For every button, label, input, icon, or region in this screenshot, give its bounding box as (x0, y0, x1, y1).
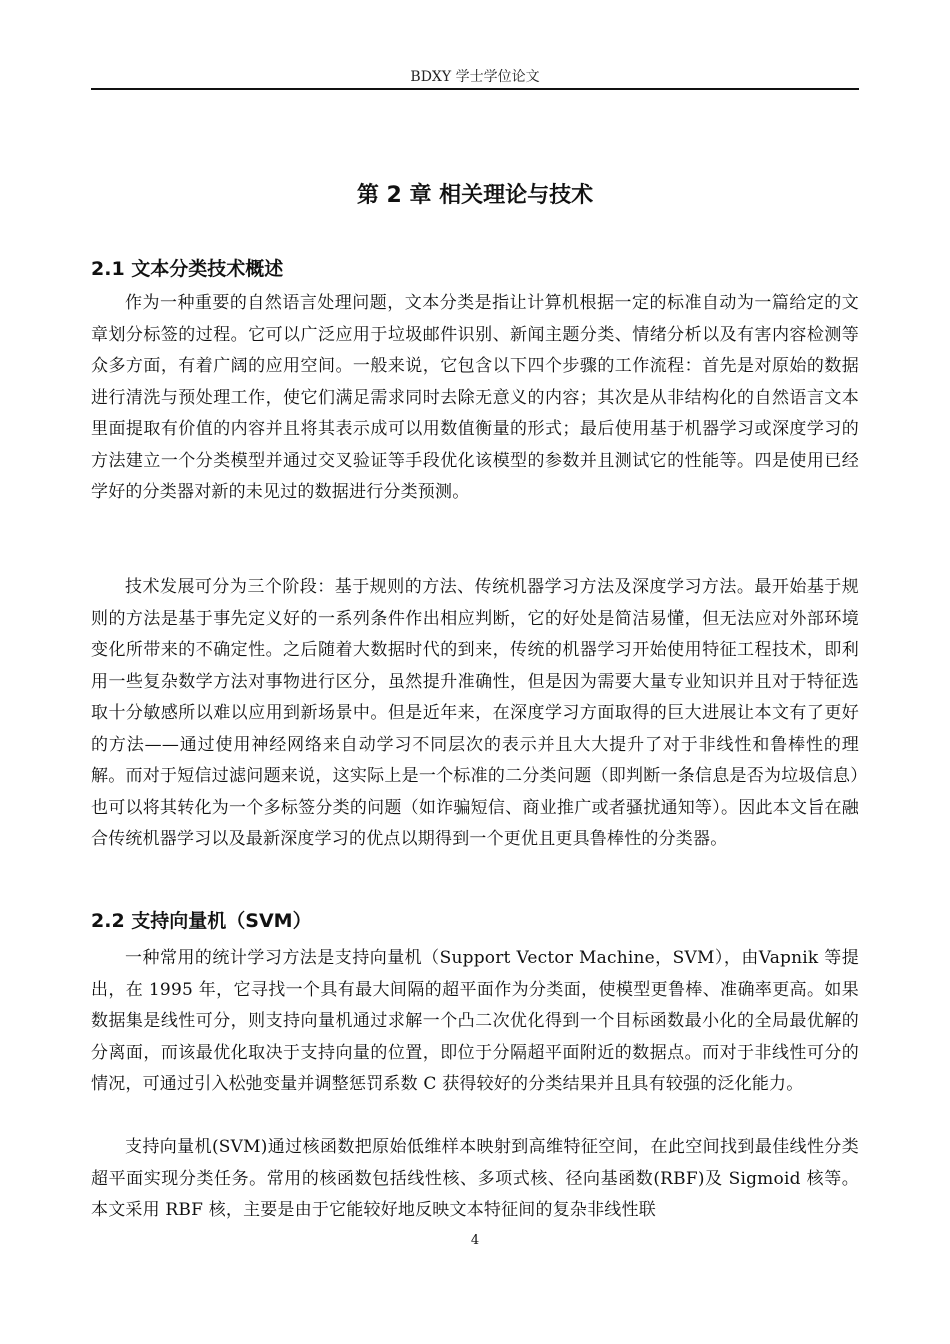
paragraph: 一种常用的统计学习方法是支持向量机（Support Vector Machine，SVM），由Vapnik 等提出，在 1995 年，它寻找一个具有最大间隔的超平面作为分类面，使模型更鲁棒、准确率更高。如果数据集是线性可分，则支持向量机通过求解一个凸二次优化得到一个目标函数最小化的全局最优解的分离面，而该最优化取决于支持向量的位置，即位于分隔超平面附近的数据点。而对于非线性可分的情况，可通过引入松弛变量并调整惩罚系数 C 获得较好的分类结果并且具有较强的泛化能力。 (91, 948, 859, 1094)
paragraph: 支持向量机(SVM)通过核函数把原始低维样本映射到高维特征空间，在此空间找到最佳线性分类超平面实现分类任务。常用的核函数包括线性核、多项式核、径向基函数(RBF)及 Sigmoid 核等。本文采用 RBF 核，主要是由于它能较好地反映文本特征间的复杂非线性联 (91, 1137, 859, 1220)
section-heading-2-1: 2.1 文本分类技术概述 (91, 258, 284, 280)
header-rule (91, 88, 859, 90)
running-header: BDXY 学士学位论文 (410, 69, 540, 85)
page-number: 4 (470, 1233, 480, 1248)
paragraph: 技术发展可分为三个阶段：基于规则的方法、传统机器学习方法及深度学习方法。最开始基于规则的方法是基于事先定义好的一系列条件作出相应判断，它的好处是简洁易懂，但无法应对外部环境变化所带来的不确定性。之后随着大数据时代的到来，传统的机器学习开始使用特征工程技术，即利用一些复杂数学方法对事物进行区分，虽然提升准确性，但是因为需要大量专业知识并且对于特征选取十分敏感所以难以应用到新场景中。但是近年来，在深度学习方面取得的巨大进展让本文有了更好的方法——通过使用神经网络来自动学习不同层次的表示并且大大提升了对于非线性和鲁棒性的理解。而对于短信过滤问题来说，这实际上是一个标准的二分类问题（即判断一条信息是否为垃圾信息）也可以将其转化为一个多标签分类的问题（如诈骗短信、商业推广或者骚扰通知等）。因此本文旨在融合传统机器学习以及最新深度学习的优点以期得到一个更优且更具鲁棒性的分类器。 (91, 577, 859, 849)
chapter-title: 第 2 章 相关理论与技术 (356, 183, 594, 208)
section-heading-2-2: 2.2 支持向量机（SVM） (91, 910, 312, 932)
paragraph: 作为一种重要的自然语言处理问题，文本分类是指让计算机根据一定的标准自动为一篇给定的文章划分标签的过程。它可以广泛应用于垃圾邮件识别、新闻主题分类、情绪分析以及有害内容检测等众多方面，有着广阔的应用空间。一般来说，它包含以下四个步骤的工作流程：首先是对原始的数据进行清洗与预处理工作，使它们满足需求同时去除无意义的内容；其次是从非结构化的自然语言文本里面提取有价值的内容并且将其表示成可以用数值衡量的形式；最后使用基于机器学习或深度学习的方法建立一个分类模型并通过交叉验证等手段优化该模型的参数并且测试它的性能等。四是使用已经学好的分类器对新的未见过的数据进行分类预测。 (91, 293, 859, 502)
